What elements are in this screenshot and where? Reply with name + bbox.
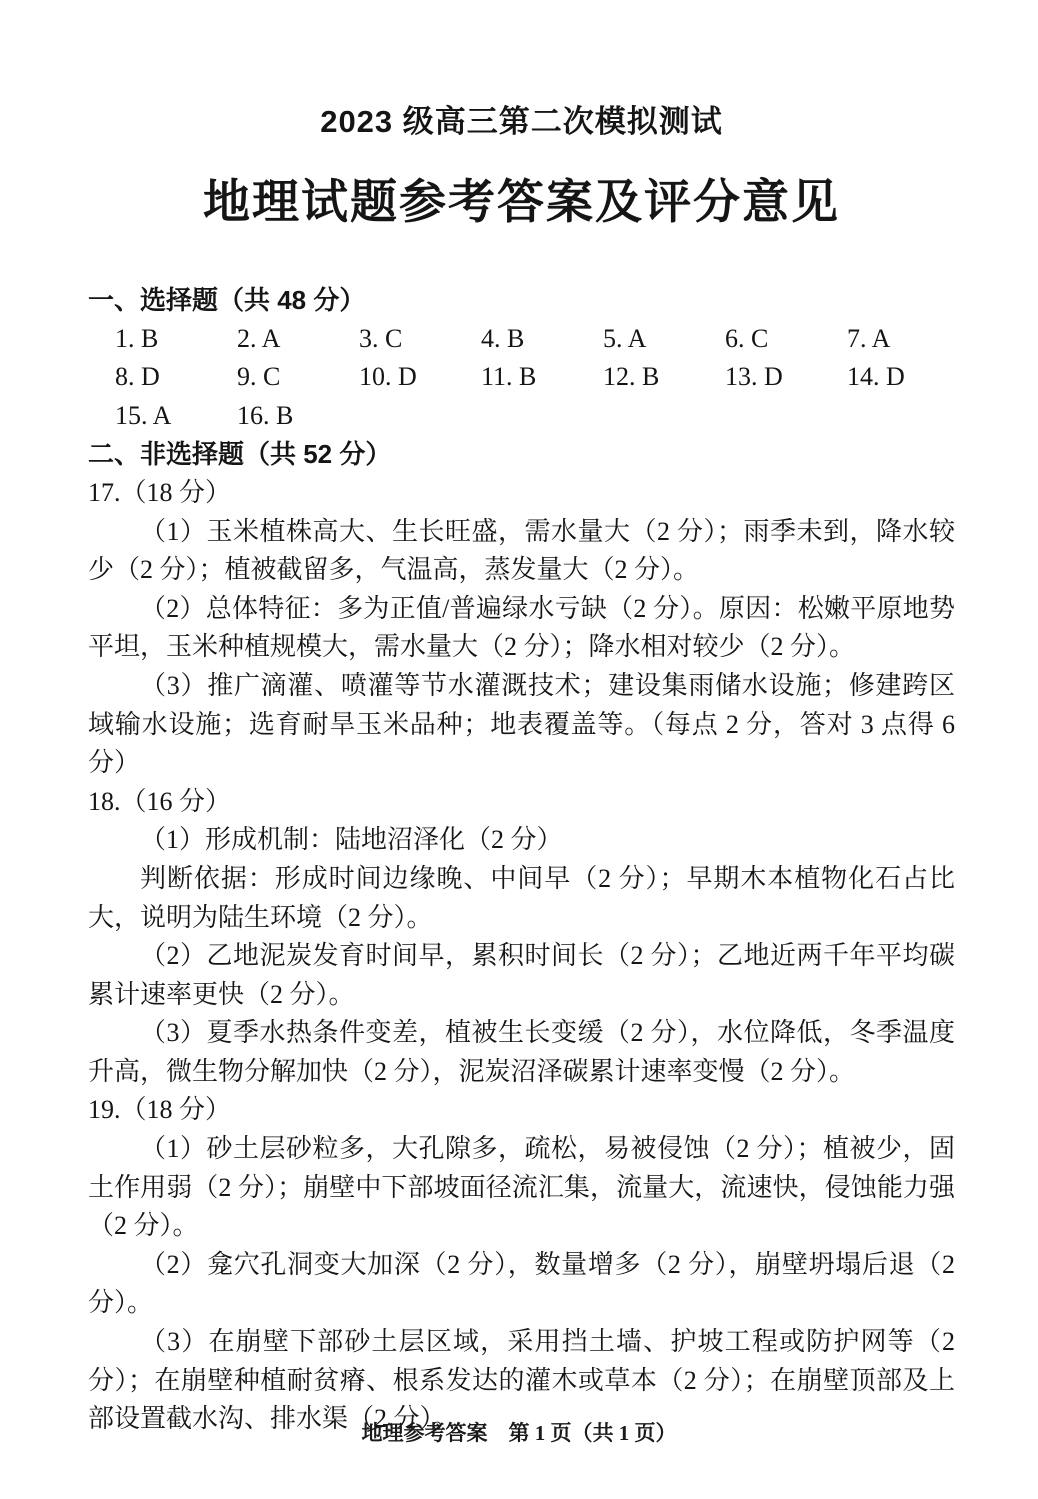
choice-answer-6: 6. C bbox=[725, 323, 769, 353]
page-footer: 地理参考答案 第 1 页（共 1 页） bbox=[361, 1421, 677, 1445]
choice-answer-10: 10. D bbox=[359, 362, 417, 392]
question-18-answer-1-basis: 判断依据：形成时间边缘晚、中间早（2 分）；早期木本植物化石占比大，说明为陆生环境（2 分）。 bbox=[88, 863, 955, 932]
question-17-answer-1: （1）玉米植株高大、生长旺盛，需水量大（2 分）；雨季未到，降水较少（2 分）；植被截留多，气温高，蒸发量大（2 分）。 bbox=[88, 516, 955, 585]
question-19-answer-1: （1）砂土层砂粒多，大孔隙多，疏松，易被侵蚀（2 分）；植被少，固土作用弱（2 分）；崩壁中下部坡面径流汇集，流量大，流速快，侵蚀能力强（2 分）。 bbox=[88, 1134, 955, 1241]
choice-answer-11: 11. B bbox=[481, 362, 537, 392]
question-19-answer-3: （3）在崩壁下部砂土层区域，采用挡土墙、护坡工程或防护网等（2 分）；在崩壁种植耐贫瘠、根系发达的灌木或草本（2 分）；在崩壁顶部及上部设置截水沟、排水渠（2 分）。 bbox=[88, 1327, 955, 1434]
question-18 bbox=[88, 783, 955, 1092]
question-19 bbox=[88, 1091, 955, 1438]
document-header bbox=[88, 101, 955, 229]
question-18-header: 18.（16 分） bbox=[88, 786, 232, 816]
answers-body bbox=[88, 281, 955, 1439]
choice-answer-9: 9. C bbox=[237, 362, 281, 392]
choice-answer-2: 2. A bbox=[237, 323, 281, 353]
choice-answer-3: 3. C bbox=[359, 323, 403, 353]
question-19-header: 19.（18 分） bbox=[88, 1095, 232, 1125]
choice-answer-12: 12. B bbox=[603, 362, 660, 392]
choice-answer-4: 4. B bbox=[481, 323, 525, 353]
choice-answer-grid bbox=[88, 320, 955, 436]
choice-answer-1: 1. B bbox=[115, 323, 159, 353]
question-17-answer-3: （3）推广滴灌、喷灌等节水灌溉技术；建设集雨储水设施；修建跨区域输水设施；选育耐旱玉米品种；地表覆盖等。（每点 2 分，答对 3 点得 6 分） bbox=[88, 670, 955, 778]
choice-answer-8: 8. D bbox=[115, 362, 160, 392]
question-18-answer-2: （2）乙地泥炭发育时间早，累积时间长（2 分）；乙地近两千年平均碳累计速率更快（2 分）。 bbox=[88, 941, 955, 1009]
question-17-header: 17.（18 分） bbox=[88, 477, 232, 507]
choice-answer-13: 13. D bbox=[725, 362, 783, 392]
section-choice-heading: 一、选择题（共 48 分） bbox=[88, 285, 366, 315]
exam-session-title: 2023 级高三第二次模拟测试 bbox=[320, 104, 723, 139]
choice-answer-16: 16. B bbox=[237, 400, 294, 430]
question-17-answer-2: （2）总体特征：多为正值/普遍绿水亏缺（2 分）。原因：松嫩平原地势平坦，玉米种植规模大，需水量大（2 分）；降水相对较少（2 分）。 bbox=[88, 593, 955, 662]
choice-answer-7: 7. A bbox=[847, 323, 891, 353]
page-title: 地理试题参考答案及评分意见 bbox=[203, 175, 840, 228]
choice-answer-14: 14. D bbox=[847, 362, 905, 392]
section-nonchoice-heading: 二、非选择题（共 52 分） bbox=[88, 439, 392, 470]
question-17 bbox=[88, 474, 955, 783]
choice-answer-15: 15. A bbox=[115, 400, 172, 430]
question-18-answer-3: （3）夏季水热条件变差，植被生长变缓（2 分），水位降低，冬季温度升高，微生物分解加快（2 分），泥炭沼泽碳累计速率变慢（2 分）。 bbox=[88, 1018, 955, 1086]
choice-answer-5: 5. A bbox=[603, 323, 647, 353]
question-19-answer-2: （2）龛穴孔洞变大加深（2 分），数量增多（2 分），崩壁坍塌后退（2 分）。 bbox=[88, 1249, 955, 1318]
question-18-answer-1: （1）形成机制：陆地沼泽化（2 分） bbox=[140, 825, 563, 855]
page-content bbox=[0, 101, 1038, 1439]
